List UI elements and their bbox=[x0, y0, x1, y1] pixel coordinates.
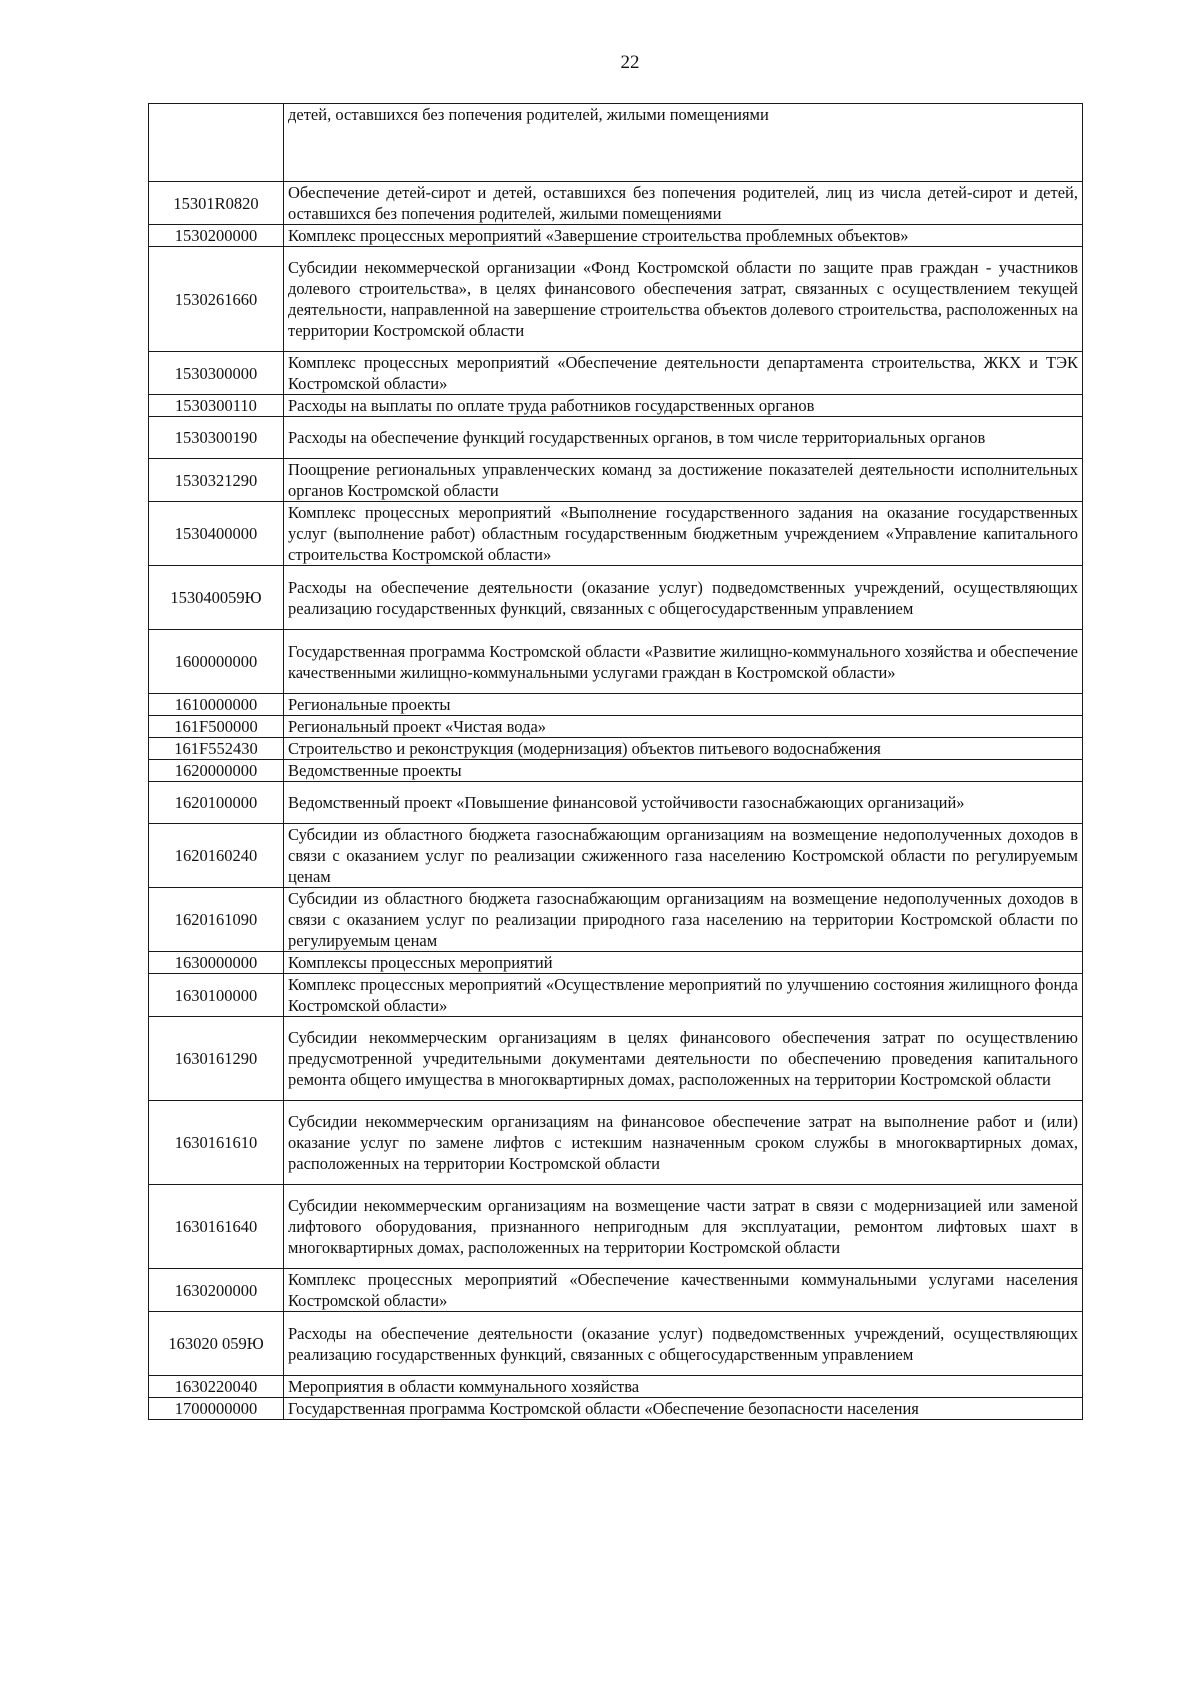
table-row bbox=[149, 952, 1083, 974]
row-code-cell: 1620000000 bbox=[149, 760, 284, 782]
table-body bbox=[149, 104, 1083, 1420]
row-code-cell: 1630220040 bbox=[149, 1376, 284, 1398]
row-description-cell: Субсидии некоммерческим организациям на возмещение части затрат в связи с модернизацией или заменой лифтового оборудования, признанного непригодным для эксплуатации, ремонтом лифтовых шахт в многоквартирных домах, расположенных на территории Костромской области bbox=[284, 1185, 1083, 1269]
row-code-cell: 163020 059Ю bbox=[149, 1312, 284, 1376]
row-code-cell: 1530261660 bbox=[149, 247, 284, 352]
table-row bbox=[149, 760, 1083, 782]
row-description-cell: Региональный проект «Чистая вода» bbox=[284, 716, 1083, 738]
row-code-cell: 15301R0820 bbox=[149, 182, 284, 225]
row-description-cell: Субсидии некоммерческой организации «Фонд Костромской области по защите прав граждан - участников долевого строительства», в целях финансового обеспечения затрат, связанных с осуществлением текущей деятельности, направленной на завершение строительства объектов долевого строительства, расположенных на территории Костромской области bbox=[284, 247, 1083, 352]
row-description-cell: Расходы на выплаты по оплате труда работников государственных органов bbox=[284, 395, 1083, 417]
row-code-cell: 1600000000 bbox=[149, 630, 284, 694]
row-description-cell: Расходы на обеспечение функций государственных органов, в том числе территориальных органов bbox=[284, 417, 1083, 459]
row-code-cell: 1630161290 bbox=[149, 1017, 284, 1101]
row-code-cell: 1620161090 bbox=[149, 888, 284, 952]
table-row bbox=[149, 566, 1083, 630]
row-code-cell: 1700000000 bbox=[149, 1398, 284, 1420]
row-description-cell: Комплекс процессных мероприятий «Обеспечение качественными коммунальными услугами населения Костромской области» bbox=[284, 1269, 1083, 1312]
row-description-cell: Субсидии некоммерческим организациям в целях финансового обеспечения затрат по осуществлению предусмотренной учредительными документами деятельности по обеспечению проведения капитального ремонта общего имущества в многоквартирных домах, расположенных на территории Костромской области bbox=[284, 1017, 1083, 1101]
row-description-cell: Субсидии некоммерческим организациям на финансовое обеспечение затрат на выполнение работ и (или) оказание услуг по замене лифтов с истекшим назначенным сроком службы в многоквартирных домах, расположенных на территории Костромской области bbox=[284, 1101, 1083, 1185]
row-description-cell: Строительство и реконструкция (модернизация) объектов питьевого водоснабжения bbox=[284, 738, 1083, 760]
row-description-cell: Комплекс процессных мероприятий «Обеспечение деятельности департамента строительства, ЖКХ и ТЭК Костромской области» bbox=[284, 352, 1083, 395]
row-description-cell: Ведомственный проект «Повышение финансовой устойчивости газоснабжающих организаций» bbox=[284, 782, 1083, 824]
table-row bbox=[149, 1376, 1083, 1398]
row-code-cell: 153040059Ю bbox=[149, 566, 284, 630]
row-code-cell: 1620160240 bbox=[149, 824, 284, 888]
table-row bbox=[149, 1185, 1083, 1269]
row-description-cell: детей, оставшихся без попечения родителей, жилыми помещениями bbox=[284, 104, 1083, 182]
row-code-cell: 1630100000 bbox=[149, 974, 284, 1017]
row-code-cell: 1630000000 bbox=[149, 952, 284, 974]
table-row bbox=[149, 1312, 1083, 1376]
row-description-cell: Субсидии из областного бюджета газоснабжающим организациям на возмещение недополученных доходов в связи с оказанием услуг по реализации сжиженного газа населению Костромской области по регулируемым ценам bbox=[284, 824, 1083, 888]
table-row bbox=[149, 1101, 1083, 1185]
table-row bbox=[149, 974, 1083, 1017]
table-row bbox=[149, 1398, 1083, 1420]
row-code-cell: 1530300000 bbox=[149, 352, 284, 395]
row-code-cell bbox=[149, 104, 284, 182]
row-code-cell: 1620100000 bbox=[149, 782, 284, 824]
table-row bbox=[149, 502, 1083, 566]
row-description-cell: Субсидии из областного бюджета газоснабжающим организациям на возмещение недополученных доходов в связи с оказанием услуг по реализации природного газа населению на территории Костромской области по регулируемым ценам bbox=[284, 888, 1083, 952]
table-row bbox=[149, 417, 1083, 459]
table-row bbox=[149, 182, 1083, 225]
table-row bbox=[149, 694, 1083, 716]
table-row bbox=[149, 716, 1083, 738]
row-description-cell: Обеспечение детей-сирот и детей, оставшихся без попечения родителей, лиц из числа детей-сирот и детей, оставшихся без попечения родителей, жилыми помещениями bbox=[284, 182, 1083, 225]
row-code-cell: 161F500000 bbox=[149, 716, 284, 738]
row-code-cell: 161F552430 bbox=[149, 738, 284, 760]
row-description-cell: Государственная программа Костромской области «Обеспечение безопасности населения bbox=[284, 1398, 1083, 1420]
row-description-cell: Комплексы процессных мероприятий bbox=[284, 952, 1083, 974]
row-code-cell: 1610000000 bbox=[149, 694, 284, 716]
table-row bbox=[149, 888, 1083, 952]
table-row bbox=[149, 738, 1083, 760]
row-code-cell: 1530300190 bbox=[149, 417, 284, 459]
page-number: 22 bbox=[620, 52, 640, 73]
row-description-cell: Комплекс процессных мероприятий «Завершение строительства проблемных объектов» bbox=[284, 225, 1083, 247]
row-code-cell: 1630161610 bbox=[149, 1101, 284, 1185]
row-code-cell: 1530200000 bbox=[149, 225, 284, 247]
row-code-cell: 1530300110 bbox=[149, 395, 284, 417]
row-description-cell: Государственная программа Костромской области «Развитие жилищно-коммунального хозяйства и обеспечение качественными жилищно-коммунальными услугами граждан в Костромской области» bbox=[284, 630, 1083, 694]
row-description-cell: Комплекс процессных мероприятий «Осуществление мероприятий по улучшению состояния жилищного фонда Костромской области» bbox=[284, 974, 1083, 1017]
row-code-cell: 1630161640 bbox=[149, 1185, 284, 1269]
table-row bbox=[149, 225, 1083, 247]
row-description-cell: Поощрение региональных управленческих команд за достижение показателей деятельности исполнительных органов Костромской области bbox=[284, 459, 1083, 502]
row-description-cell: Региональные проекты bbox=[284, 694, 1083, 716]
row-code-cell: 1630200000 bbox=[149, 1269, 284, 1312]
table-row bbox=[149, 630, 1083, 694]
table-row bbox=[149, 824, 1083, 888]
budget-codes-table bbox=[148, 103, 1083, 1420]
row-description-cell: Ведомственные проекты bbox=[284, 760, 1083, 782]
table-row bbox=[149, 1269, 1083, 1312]
table-row bbox=[149, 104, 1083, 182]
row-code-cell: 1530321290 bbox=[149, 459, 284, 502]
table-row bbox=[149, 1017, 1083, 1101]
row-code-cell: 1530400000 bbox=[149, 502, 284, 566]
table-row bbox=[149, 247, 1083, 352]
row-description-cell: Расходы на обеспечение деятельности (оказание услуг) подведомственных учреждений, осуществляющих реализацию государственных функций, связанных с общегосударственным управлением bbox=[284, 1312, 1083, 1376]
row-description-cell: Расходы на обеспечение деятельности (оказание услуг) подведомственных учреждений, осуществляющих реализацию государственных функций, связанных с общегосударственным управлением bbox=[284, 566, 1083, 630]
table-row bbox=[149, 352, 1083, 395]
row-description-cell: Комплекс процессных мероприятий «Выполнение государственного задания на оказание государственных услуг (выполнение работ) областным государственным бюджетным учреждением «Управление капитального строительства Костромской области» bbox=[284, 502, 1083, 566]
table-row bbox=[149, 395, 1083, 417]
table-row bbox=[149, 782, 1083, 824]
table-row bbox=[149, 459, 1083, 502]
row-description-cell: Мероприятия в области коммунального хозяйства bbox=[284, 1376, 1083, 1398]
